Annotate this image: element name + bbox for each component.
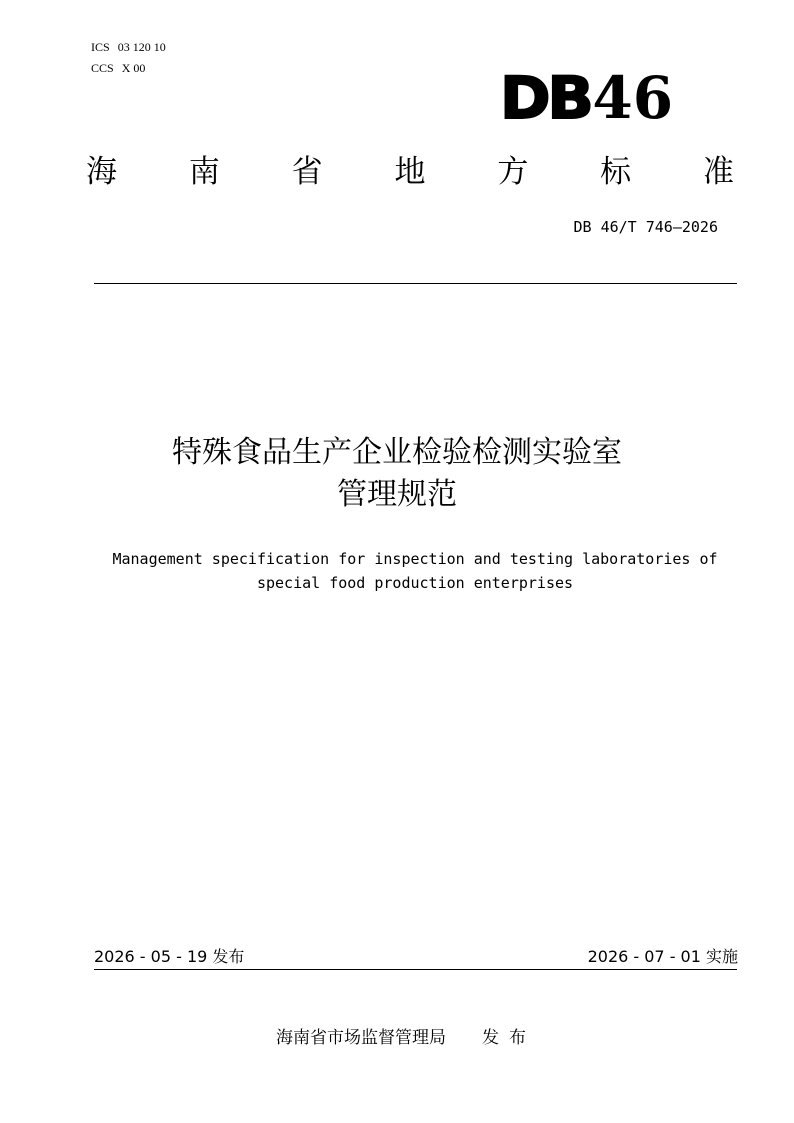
ccs-label: CCS — [91, 61, 114, 75]
issuer-name: 海南省市场监督管理局 — [276, 1028, 446, 1048]
category-char: 方 — [497, 154, 529, 190]
ccs-classification — [91, 61, 145, 75]
standard-number: DB 46/T 746—2026 — [573, 218, 718, 236]
db46-logo — [500, 64, 674, 132]
ics-code: 03 120 10 — [117, 40, 166, 54]
logo-letters: DB — [500, 64, 591, 132]
category-char: 省 — [291, 154, 323, 190]
ccs-code: X 00 — [121, 61, 146, 75]
top-divider — [94, 283, 737, 284]
category-char: 准 — [702, 154, 734, 190]
english-title-line1: Management specification for inspection and testing laboratories of — [112, 550, 718, 568]
category-char: 海 — [86, 154, 117, 190]
issuer-verb: 发布 — [482, 1028, 536, 1048]
bottom-divider — [94, 969, 737, 970]
english-title-line2: special food production enterprises — [256, 574, 574, 592]
category-char: 南 — [188, 154, 220, 190]
english-title — [0, 547, 794, 595]
implementation-date: 2026 - 07 - 01 实施 — [587, 947, 738, 966]
logo-number: 46 — [592, 64, 674, 132]
issuing-authority — [0, 1026, 794, 1050]
ics-label: ICS — [91, 40, 110, 54]
category-char: 标 — [600, 154, 632, 190]
category-char: 地 — [394, 154, 426, 190]
chinese-title-line1: 特殊食品生产企业检验检测实验室 — [172, 435, 622, 470]
ics-classification — [91, 40, 166, 54]
standard-category-title — [86, 150, 734, 194]
chinese-title — [0, 432, 794, 516]
chinese-title-line2: 管理规范 — [337, 477, 457, 512]
issue-date: 2026 - 05 - 19 发布 — [94, 947, 245, 966]
